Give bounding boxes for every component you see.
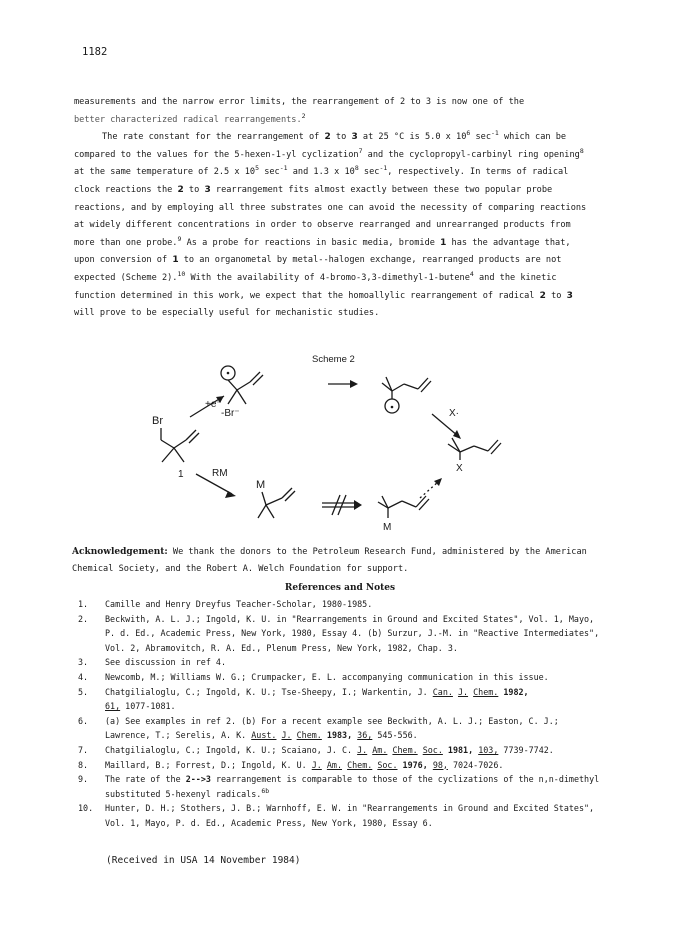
acknowledgement-text: We thank the donors to the Petroleum Research Fund, administered by the American Chemical Society, and the Robert A. Welch Foundation for support. xyxy=(72,547,587,574)
received-date: (Received in USA 14 November 1984) xyxy=(106,855,301,866)
reference-item: 9. The rate of the 2-->3 rearrangement is comparable to those of the cyclizations of the n,n-dimethyl substituted 5-hexenyl radicals.$^{6b}$ xyxy=(78,774,600,799)
radical-3-structure xyxy=(382,377,431,413)
footnote-marker: 2 xyxy=(301,111,306,120)
acknowledgement-title: Acknowledgement: xyxy=(72,547,168,557)
x-label: X xyxy=(456,463,463,474)
paragraph-1-line-1: measurements and the narrow error limits, the rearrangement of 2 to 3 is now one of the xyxy=(74,97,525,107)
x-radical-label: X· xyxy=(449,408,459,419)
rearranged-organometal-structure xyxy=(378,496,429,533)
reagent-rm: RM xyxy=(212,468,228,479)
m-label-1: M xyxy=(256,479,266,491)
compound-label-1: 1 xyxy=(178,469,184,480)
paragraph-1-line-2: better characterized radical rearrangements. xyxy=(74,114,302,125)
acknowledgement xyxy=(72,544,612,578)
references-list xyxy=(78,597,608,831)
reference-item: 6. (a) See examples in ref 2. (b) For a recent example see Beckwith, A. L. J.; Easton, C. J.; Lawrence, T.; Serelis, A. K. Aust. J. Chem. 1983, 36, 545-556. xyxy=(78,715,559,741)
product-x-structure xyxy=(448,438,501,474)
compound-ref-2: 2 xyxy=(324,132,331,143)
reference-item: 8. Maillard, B.; Forrest, D.; Ingold, K. U. J. Am. Chem. Soc. 1976, 98, 7024-7026. xyxy=(78,759,504,770)
page-number: 1182 xyxy=(82,46,108,58)
compound-ref-3: 3 xyxy=(351,132,358,143)
reference-item: 4. Newcomb, M.; Williams W. G.; Crumpacker, E. L. accompanying communication in this issue. xyxy=(78,671,549,682)
reference-item: 3. See discussion in ref 4. xyxy=(78,657,227,668)
organometal-structure xyxy=(256,479,295,518)
reagent-bromide-loss: -Br⁻ xyxy=(221,408,240,419)
reference-item: 5. Chatgilialoglu, C.; Ingold, K. U.; Tse-Sheepy, I.; Warkentin, J. Can. J. Chem. 1982, 61, 1077-1081. xyxy=(78,686,529,712)
bromide-1-structure xyxy=(152,415,199,480)
reference-item: 2. Beckwith, A. L. J.; Ingold, K. U. in "Rearrangements in Ground and Excited States", Vol. 1, Mayo, P. d. Ed., Academic Press, New York, 1980, Essay 4. (b) Surzur, J.-M. in "Reactive Intermediates", Vol. 2, Abramovitch, R. A. Ed., Plenum Press, New York, 1982, Chap. 3. xyxy=(78,613,600,653)
scheme-title: Scheme 2 xyxy=(312,354,355,365)
paragraph-2: The rate constant for the rearrangement of 2 to 3 at 25 °C is 5.0 x $10^6$ $\sec^{-1}$ which can be compared to the values for the 5-hexen-1-yl cyclization$^7$ and the cyclopropyl-carbinyl ring opening$^8$ at the same temperature of 2.5 x $10^5$ $\sec^{-1}$ and 1.3 x $10^8$ $\sec^{-1}$, respectively. In terms of radical clock reactions the 2 to 3 rearrangement fits almost exactly between these two popular probe reactions, and by employing all three substrates one can avoid the necessity of comparing reactions at widely different concentrations in order to observe rearranged and unrearranged products from more than one probe.$^9$ As a probe for reactions in basic media, bromide 1 has the advantage that, upon conversion of 1 to an organometal by metal--halogen exchange, rearranged products are not expected (Scheme 2).$^{10}$ With the availability of 4-bromo-3,3-dimethyl-1-butene$^4$ and the kinetic function determined in this work, we expect that the homoallylic rearrangement of radical 2 to 3 will prove to be especially useful for mechanistic studies. xyxy=(74,129,587,319)
reference-item: 1. Camille and Henry Dreyfus Teacher-Scholar, 1980-1985. xyxy=(78,599,373,609)
radical-2-structure xyxy=(221,366,263,404)
br-label: Br xyxy=(152,415,163,427)
reference-item: 7. Chatgilialoglu, C.; Ingold, K. U.; Scaiano, J. C. J. Am. Chem. Soc. 1981, 103, 7739-7742. xyxy=(78,744,554,755)
references-heading: References and Notes xyxy=(284,583,396,593)
m-label-2: M xyxy=(383,522,392,533)
reference-item: 10. Hunter, D. H.; Stothers, J. B.; Warnhoff, E. W. in "Rearrangements in Ground and Excited States", Vol. 1, Mayo, P. d. Ed., Academic Press, New York, 1980, Essay 6. xyxy=(78,803,595,828)
reagent-electron: +e⁻ xyxy=(205,399,222,410)
